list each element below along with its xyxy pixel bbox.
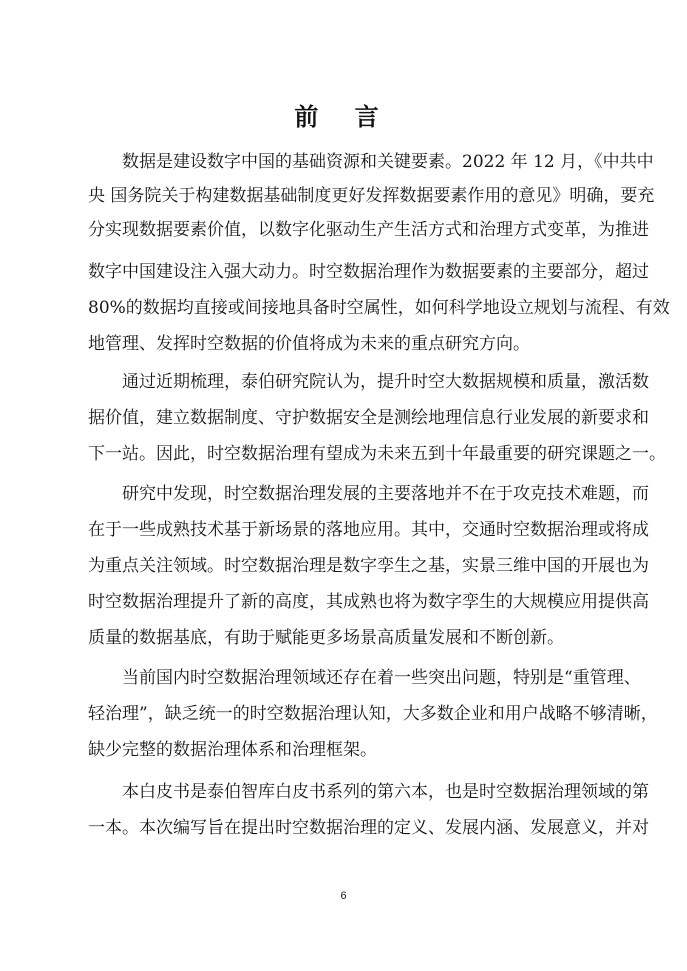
paragraph-3-line-2: 在于一些成熟技术基于新场景的落地应用。其中，交通时空数据治理或将成 [88,520,649,540]
paragraph-2-line-3: 下一站。因此，时空数据治理有望成为未来五到十年最重要的研究课题之一。 [88,444,666,464]
paragraph-5-line-1: 本白皮书是泰伯智库白皮书系列的第六本，也是时空数据治理领域的第 [122,782,649,802]
paragraph-5-line-2: 一本。本次编写旨在提出时空数据治理的定义、发展内涵、发展意义，并对 [88,818,649,838]
paragraph-1-line-3: 分实现数据要素价值，以数字化驱动生产生活方式和治理方式变革，为推进 [88,220,649,240]
paragraph-2-line-2: 据价值，建立数据制度、守护数据安全是测绘地理信息行业发展的新要求和 [88,408,649,428]
paragraph-3-line-1: 研究中发现，时空数据治理发展的主要落地并不在于攻克技术难题，而 [122,484,649,504]
paragraph-4-line-3: 缺少完整的数据治理体系和治理框架。 [88,740,377,760]
paragraph-1-line-2: 央 国务院关于构建数据基础制度更好发挥数据要素作用的意见》明确，要充 [88,186,655,206]
paragraph-3-line-5: 质量的数据基底，有助于赋能更多场景高质量发展和不断创新。 [88,628,564,648]
paragraph-3-line-4: 时空数据治理提升了新的高度，其成熟也将为数字孪生的大规模应用提供高 [88,592,649,612]
page-title: 前 言 [294,102,393,131]
paragraph-1-line-5: 80%的数据均直接或间接地具备时空属性，如何科学地设立规划与流程、有效 [88,298,670,318]
paragraph-3-line-3: 为重点关注领域。时空数据治理是数字孪生之基，实景三维中国的开展也为 [88,556,649,576]
paragraph-4-line-2: 轻治理”，缺乏统一的时空数据治理认知，大多数企业和用户战略不够清晰， [88,704,658,724]
paragraph-2-line-1: 通过近期梳理，泰伯研究院认为，提升时空大数据规模和质量，激活数 [122,372,649,392]
paragraph-1-line-6: 地管理、发挥时空数据的价值将成为未来的重点研究方向。 [88,334,530,354]
paragraph-4-line-1: 当前国内时空数据治理领域还存在着一些突出问题，特别是“重管理、 [122,668,641,688]
page-number: 6 [340,890,347,902]
paragraph-1-line-4: 数字中国建设注入强大动力。时空数据治理作为数据要素的主要部分，超过 [88,262,649,282]
paragraph-1-line-1: 数据是建设数字中国的基础资源和关键要素。2022 年 12 月，《中共中 [122,152,654,172]
